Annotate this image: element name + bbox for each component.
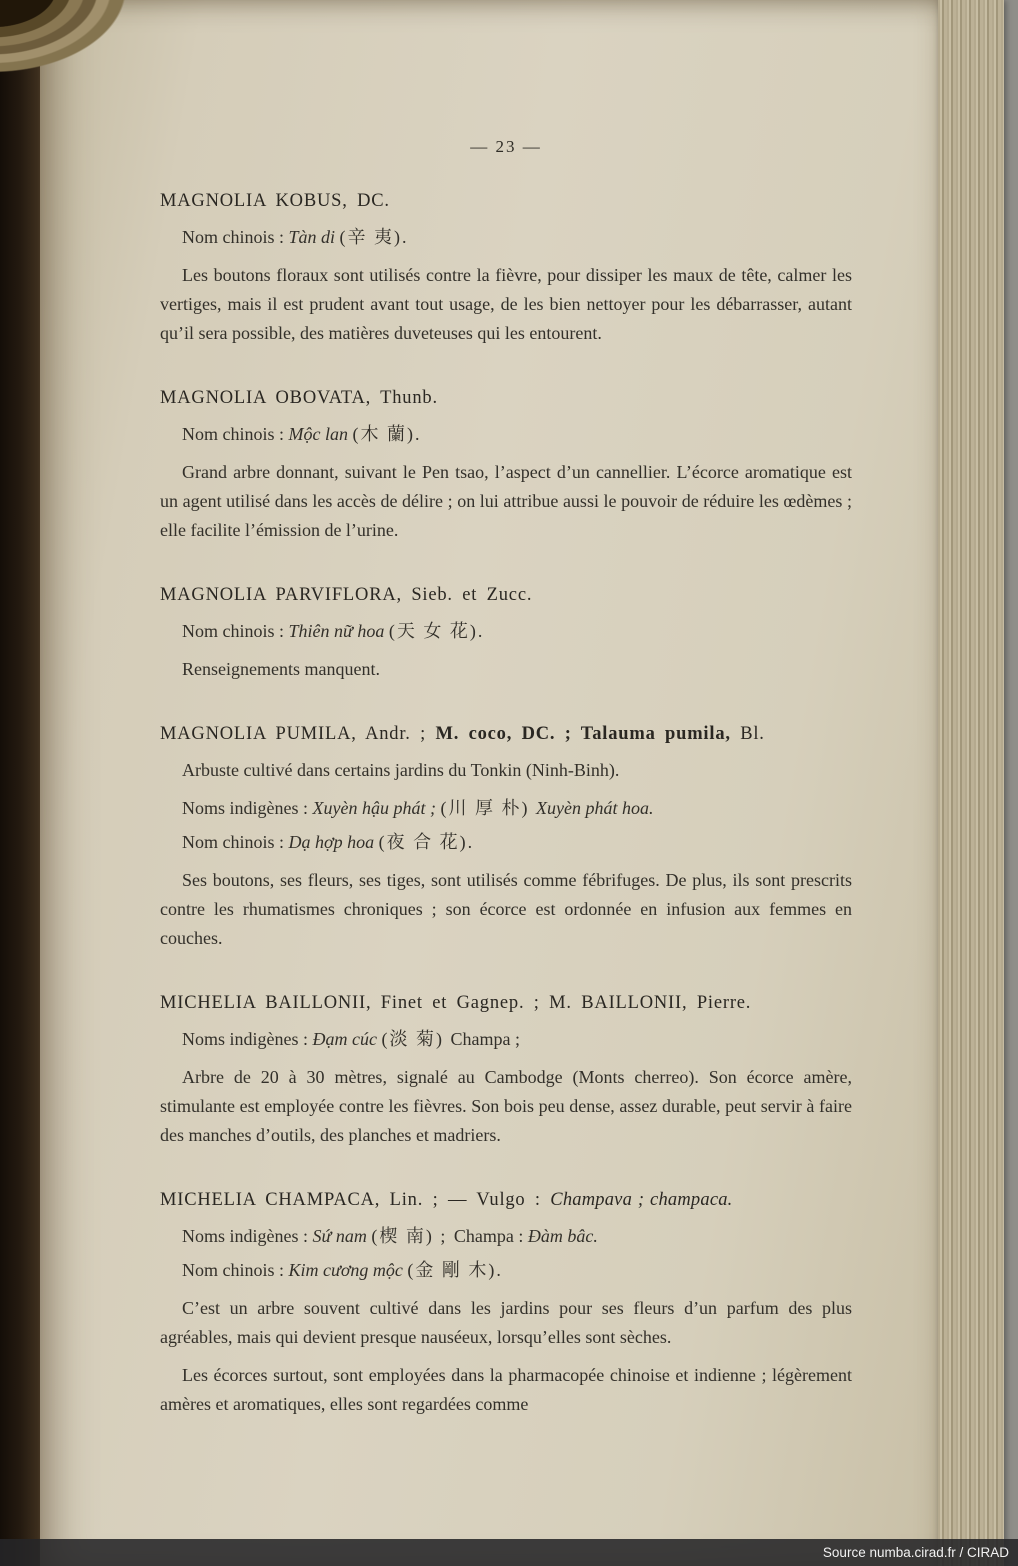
- cjk-characters: (金 剛 木).: [407, 1260, 503, 1280]
- source-attribution-text: Source numba.cirad.fr / CIRAD: [822, 1545, 1009, 1560]
- chinese-name-line: [160, 1256, 852, 1285]
- heading-part: MICHELIA CHAMPACA, Lin. ; — Vulgo :: [160, 1190, 551, 1210]
- species-entry-michelia-champaca: [160, 1186, 852, 1419]
- cjk-characters: (淡 菊): [381, 1029, 451, 1049]
- heading-synonyms-bold: M. coco, DC. ; Talauma pumila,: [435, 724, 741, 744]
- description-paragraph: Renseignements manquent.: [182, 659, 380, 679]
- native-name: Dạ hợp hoa: [288, 832, 379, 852]
- book-page: [40, 0, 944, 1566]
- name-label: Nom chinois :: [182, 1260, 289, 1280]
- cjk-characters: (楔 南) ;: [371, 1226, 454, 1246]
- name-label: Noms indigènes :: [182, 798, 313, 818]
- species-entry-magnolia-parviflora: [160, 581, 852, 684]
- source-attribution-bar: [0, 1539, 1018, 1566]
- habitat-line: Arbuste cultivé dans certains jardins du Tonkin (Ninh-Binh).: [182, 760, 620, 780]
- species-heading: [160, 1186, 852, 1215]
- cjk-characters: (川 厚 朴): [440, 798, 536, 818]
- name-label: Nom chinois :: [182, 621, 289, 641]
- native-name: Xuyèn hậu phát ;: [312, 798, 441, 818]
- description-paragraph: Grand arbre donnant, suivant le Pen tsao, l’aspect d’un cannellier. L’écorce aromatique est un agent utilisé dans les accès de délire ; on lui attribue aussi le pouvoir de réduire les œdèmes ; elle facilite l’émission de l’urine.: [160, 462, 852, 540]
- species-heading: MICHELIA BAILLONII, Finet et Gagnep. ; M. BAILLONII, Pierre.: [160, 993, 752, 1013]
- species-entry-magnolia-obovata: [160, 384, 852, 545]
- name-label: Nom chinois :: [182, 424, 289, 444]
- species-entry-magnolia-kobus: [160, 187, 852, 348]
- species-heading: MAGNOLIA OBOVATA, Thunb.: [160, 388, 438, 408]
- description-paragraph: Arbre de 20 à 30 mètres, signalé au Cambodge (Monts cherreo). Son écorce amère, stimulante est employée contre les fièvres. Son bois peu dense, assez durable, peut servir à faire des manches d’outils, des planches et madriers.: [160, 1067, 852, 1145]
- name-label: Nom chinois :: [182, 832, 289, 852]
- name-label: Noms indigènes :: [182, 1226, 313, 1246]
- native-name-2: Xuyèn phát hoa.: [535, 798, 654, 818]
- native-name-line: [160, 1222, 852, 1251]
- species-heading: MAGNOLIA KOBUS, DC.: [160, 191, 390, 211]
- page-stack-edge: [938, 0, 1004, 1566]
- heading-vulgo-names: Champava ; champaca.: [550, 1190, 733, 1210]
- page-number: — 23 —: [470, 137, 542, 156]
- cjk-characters: (天 女 花).: [388, 621, 485, 641]
- page-content: [160, 0, 852, 1455]
- chinese-name-line: [160, 828, 852, 857]
- species-heading: MAGNOLIA PARVIFLORA, Sieb. et Zucc.: [160, 585, 533, 605]
- native-name-2: Đàm bâc.: [527, 1226, 598, 1246]
- chinese-name-line: [160, 617, 852, 646]
- description-paragraph: Les écorces surtout, sont employées dans la pharmacopée chinoise et indienne ; légèrement amères et aromatiques, elles sont regardées comme: [160, 1365, 852, 1414]
- native-name-line: [160, 794, 852, 823]
- cjk-characters: (辛 夷).: [339, 227, 409, 247]
- species-entry-magnolia-pumila: [160, 720, 852, 953]
- native-name: Sứ nam: [312, 1226, 372, 1246]
- name-label: Nom chinois :: [182, 227, 289, 247]
- native-name: Tàn di: [288, 227, 340, 247]
- native-name-line: [160, 1025, 852, 1054]
- heading-part: Bl.: [740, 724, 765, 744]
- description-paragraph: C’est un arbre souvent cultivé dans les jardins pour ses fleurs d’un parfum des plus agréables, mais qui devient presque nauséeux, lorsqu’elles sont sèches.: [160, 1298, 852, 1347]
- chinese-name-line: [160, 420, 852, 449]
- cjk-characters: (夜 合 花).: [378, 832, 475, 852]
- name-rest: Champa :: [453, 1226, 528, 1246]
- native-name: Thiên nữ hoa: [288, 621, 389, 641]
- description-paragraph: Les boutons floraux sont utilisés contre la fièvre, pour dissiper les maux de tête, calmer les vertiges, mais il est prudent avant tout usage, de les bien nettoyer pour les débarrasser, autant qu’il sera possible, des matières duveteuses qui les entourent.: [160, 265, 852, 343]
- species-entry-michelia-baillonii: [160, 989, 852, 1150]
- native-name: Mộc lan: [288, 424, 353, 444]
- native-name: Kim cương mộc: [288, 1260, 408, 1280]
- chinese-name-line: [160, 223, 852, 252]
- heading-part: MAGNOLIA PUMILA, Andr. ;: [160, 724, 436, 744]
- description-paragraph: Ses boutons, ses fleurs, ses tiges, sont utilisés comme fébrifuges. De plus, ils sont prescrits contre les rhumatismes chroniques ; son écorce est ordonnée en infusion aux femmes en couches.: [160, 870, 852, 948]
- species-heading: [160, 720, 852, 749]
- name-label: Noms indigènes :: [182, 1029, 313, 1049]
- native-name: Đạm cúc: [312, 1029, 382, 1049]
- cjk-characters: (木 蘭).: [352, 424, 422, 444]
- name-rest: Champa ;: [450, 1029, 520, 1049]
